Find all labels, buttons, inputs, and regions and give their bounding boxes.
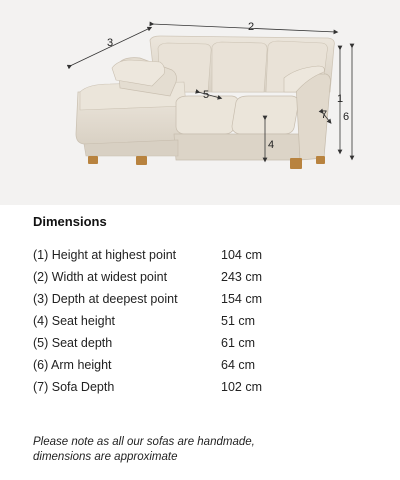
dimension-label: (2) Width at widest point (33, 270, 168, 284)
dimension-row (33, 266, 373, 288)
dimension-row (33, 376, 373, 398)
marker-2: 2 (248, 21, 255, 33)
dimension-row (33, 288, 373, 310)
dimension-row (33, 354, 373, 376)
note-line: Please note as all our sofas are handmade, (33, 436, 255, 448)
marker-4: 4 (268, 139, 275, 151)
note-line: dimensions are approximate (33, 451, 178, 463)
dimension-value: 61 cm (221, 336, 256, 350)
dimensions-list (33, 244, 373, 398)
dimension-row (33, 310, 373, 332)
product-image (0, 0, 400, 205)
dimension-label: (3) Depth at deepest point (33, 292, 178, 306)
marker-1: 1 (337, 93, 344, 105)
dimensions-heading: Dimensions (33, 214, 107, 229)
dimension-value: 64 cm (221, 358, 256, 372)
dimension-value: 104 cm (221, 248, 262, 262)
dimension-value: 51 cm (221, 314, 256, 328)
marker-6: 6 (343, 111, 350, 123)
marker-3: 3 (107, 37, 114, 49)
dimension-row (33, 332, 373, 354)
handmade-note (33, 435, 373, 465)
dimension-value: 102 cm (221, 380, 262, 394)
dimension-label: (6) Arm height (33, 358, 112, 372)
dimension-value: 154 cm (221, 292, 262, 306)
dimension-value: 243 cm (221, 270, 262, 284)
dimension-label: (1) Height at highest point (33, 248, 177, 262)
dimension-label: (7) Sofa Depth (33, 380, 115, 394)
dimension-label: (4) Seat height (33, 314, 115, 328)
dimension-label: (5) Seat depth (33, 336, 113, 350)
marker-5: 5 (203, 89, 210, 101)
sofa-diagram (0, 0, 400, 205)
dimension-row (33, 244, 373, 266)
marker-7: 7 (321, 109, 328, 121)
